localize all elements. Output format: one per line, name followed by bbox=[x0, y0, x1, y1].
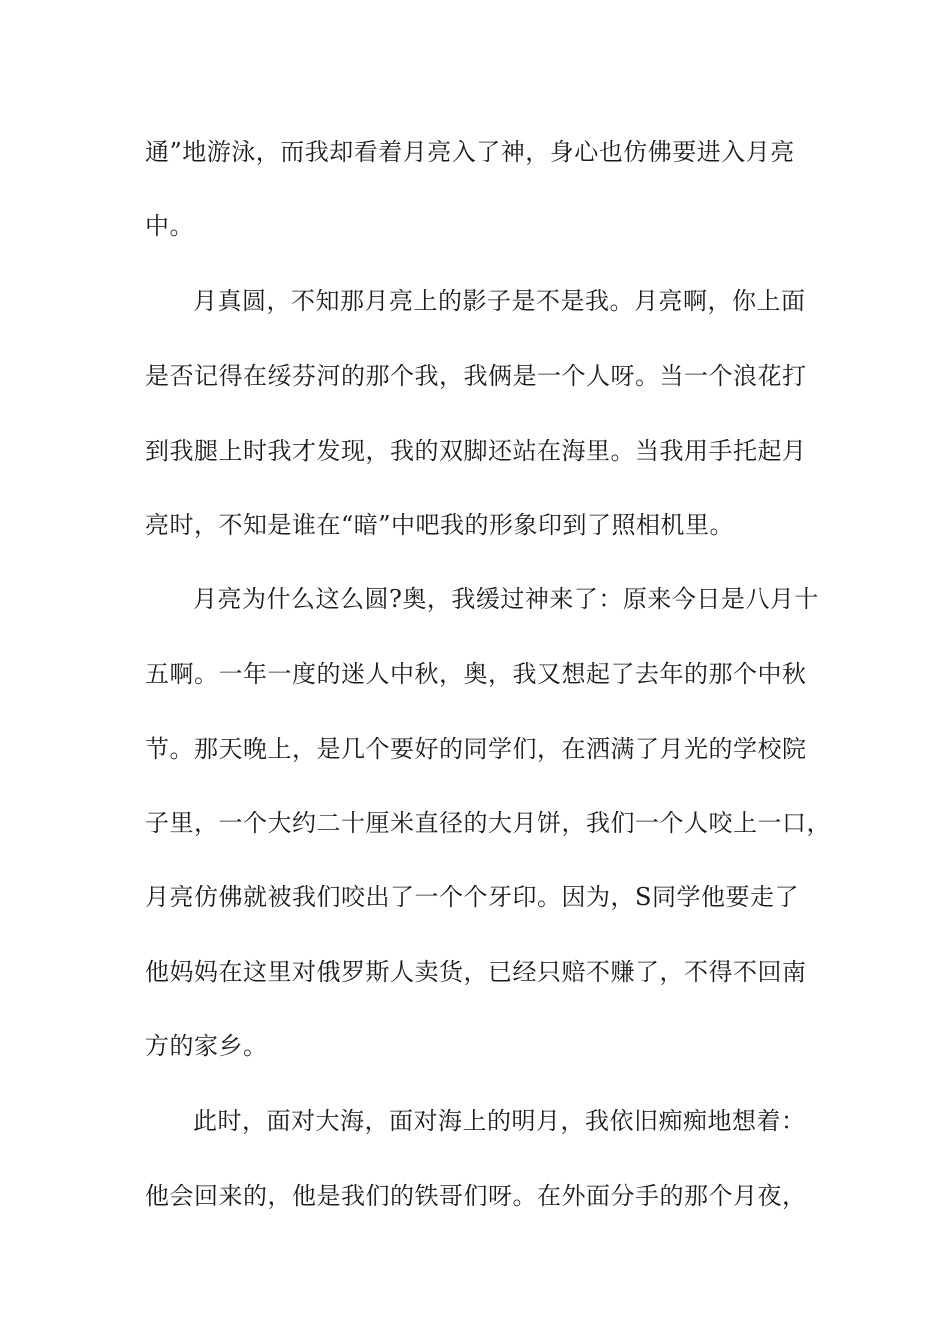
text-line: 他会回来的，他是我们的铁哥们呀。在外面分手的那个月夜， bbox=[145, 1182, 807, 1210]
text-line: 到我腿上时我才发现，我的双脚还站在海里。当我用手托起月 bbox=[145, 437, 807, 465]
text-line: 亮时，不知是谁在“暗”中吧我的形象印到了照相机里。 bbox=[145, 511, 735, 539]
text-line: 他妈妈在这里对俄罗斯人卖货，已经只赔不赚了，不得不回南 bbox=[145, 958, 807, 986]
text-line: 通”地游泳，而我却看着月亮入了神，身心也仿佛要进入月亮 bbox=[145, 138, 795, 166]
text-line: 节。那天晚上，是几个要好的同学们，在洒满了月光的学校院 bbox=[145, 735, 807, 763]
text-line: 月亮仿佛就被我们咬出了一个个牙印。因为，S同学他要走了 bbox=[145, 883, 799, 911]
text-line: 方的家乡。 bbox=[145, 1032, 268, 1060]
text-line: 子里，一个大约二十厘米直径的大月饼，我们一个人咬上一口， bbox=[145, 809, 831, 837]
paragraph-first-line: 月真圆，不知那月亮上的影子是不是我。月亮啊，你上面 bbox=[193, 287, 806, 315]
text-line: 中。 bbox=[145, 212, 194, 240]
paragraph-first-line: 月亮为什么这么圆?奥，我缓过神来了：原来今日是八月十 bbox=[193, 585, 819, 613]
text-line: 是否记得在绥芬河的那个我，我俩是一个人呀。当一个浪花打 bbox=[145, 362, 807, 390]
text-line: 五啊。一年一度的迷人中秋，奥，我又想起了去年的那个中秋 bbox=[145, 660, 807, 688]
paragraph-first-line: 此时，面对大海，面对海上的明月，我依旧痴痴地想着： bbox=[193, 1107, 806, 1135]
